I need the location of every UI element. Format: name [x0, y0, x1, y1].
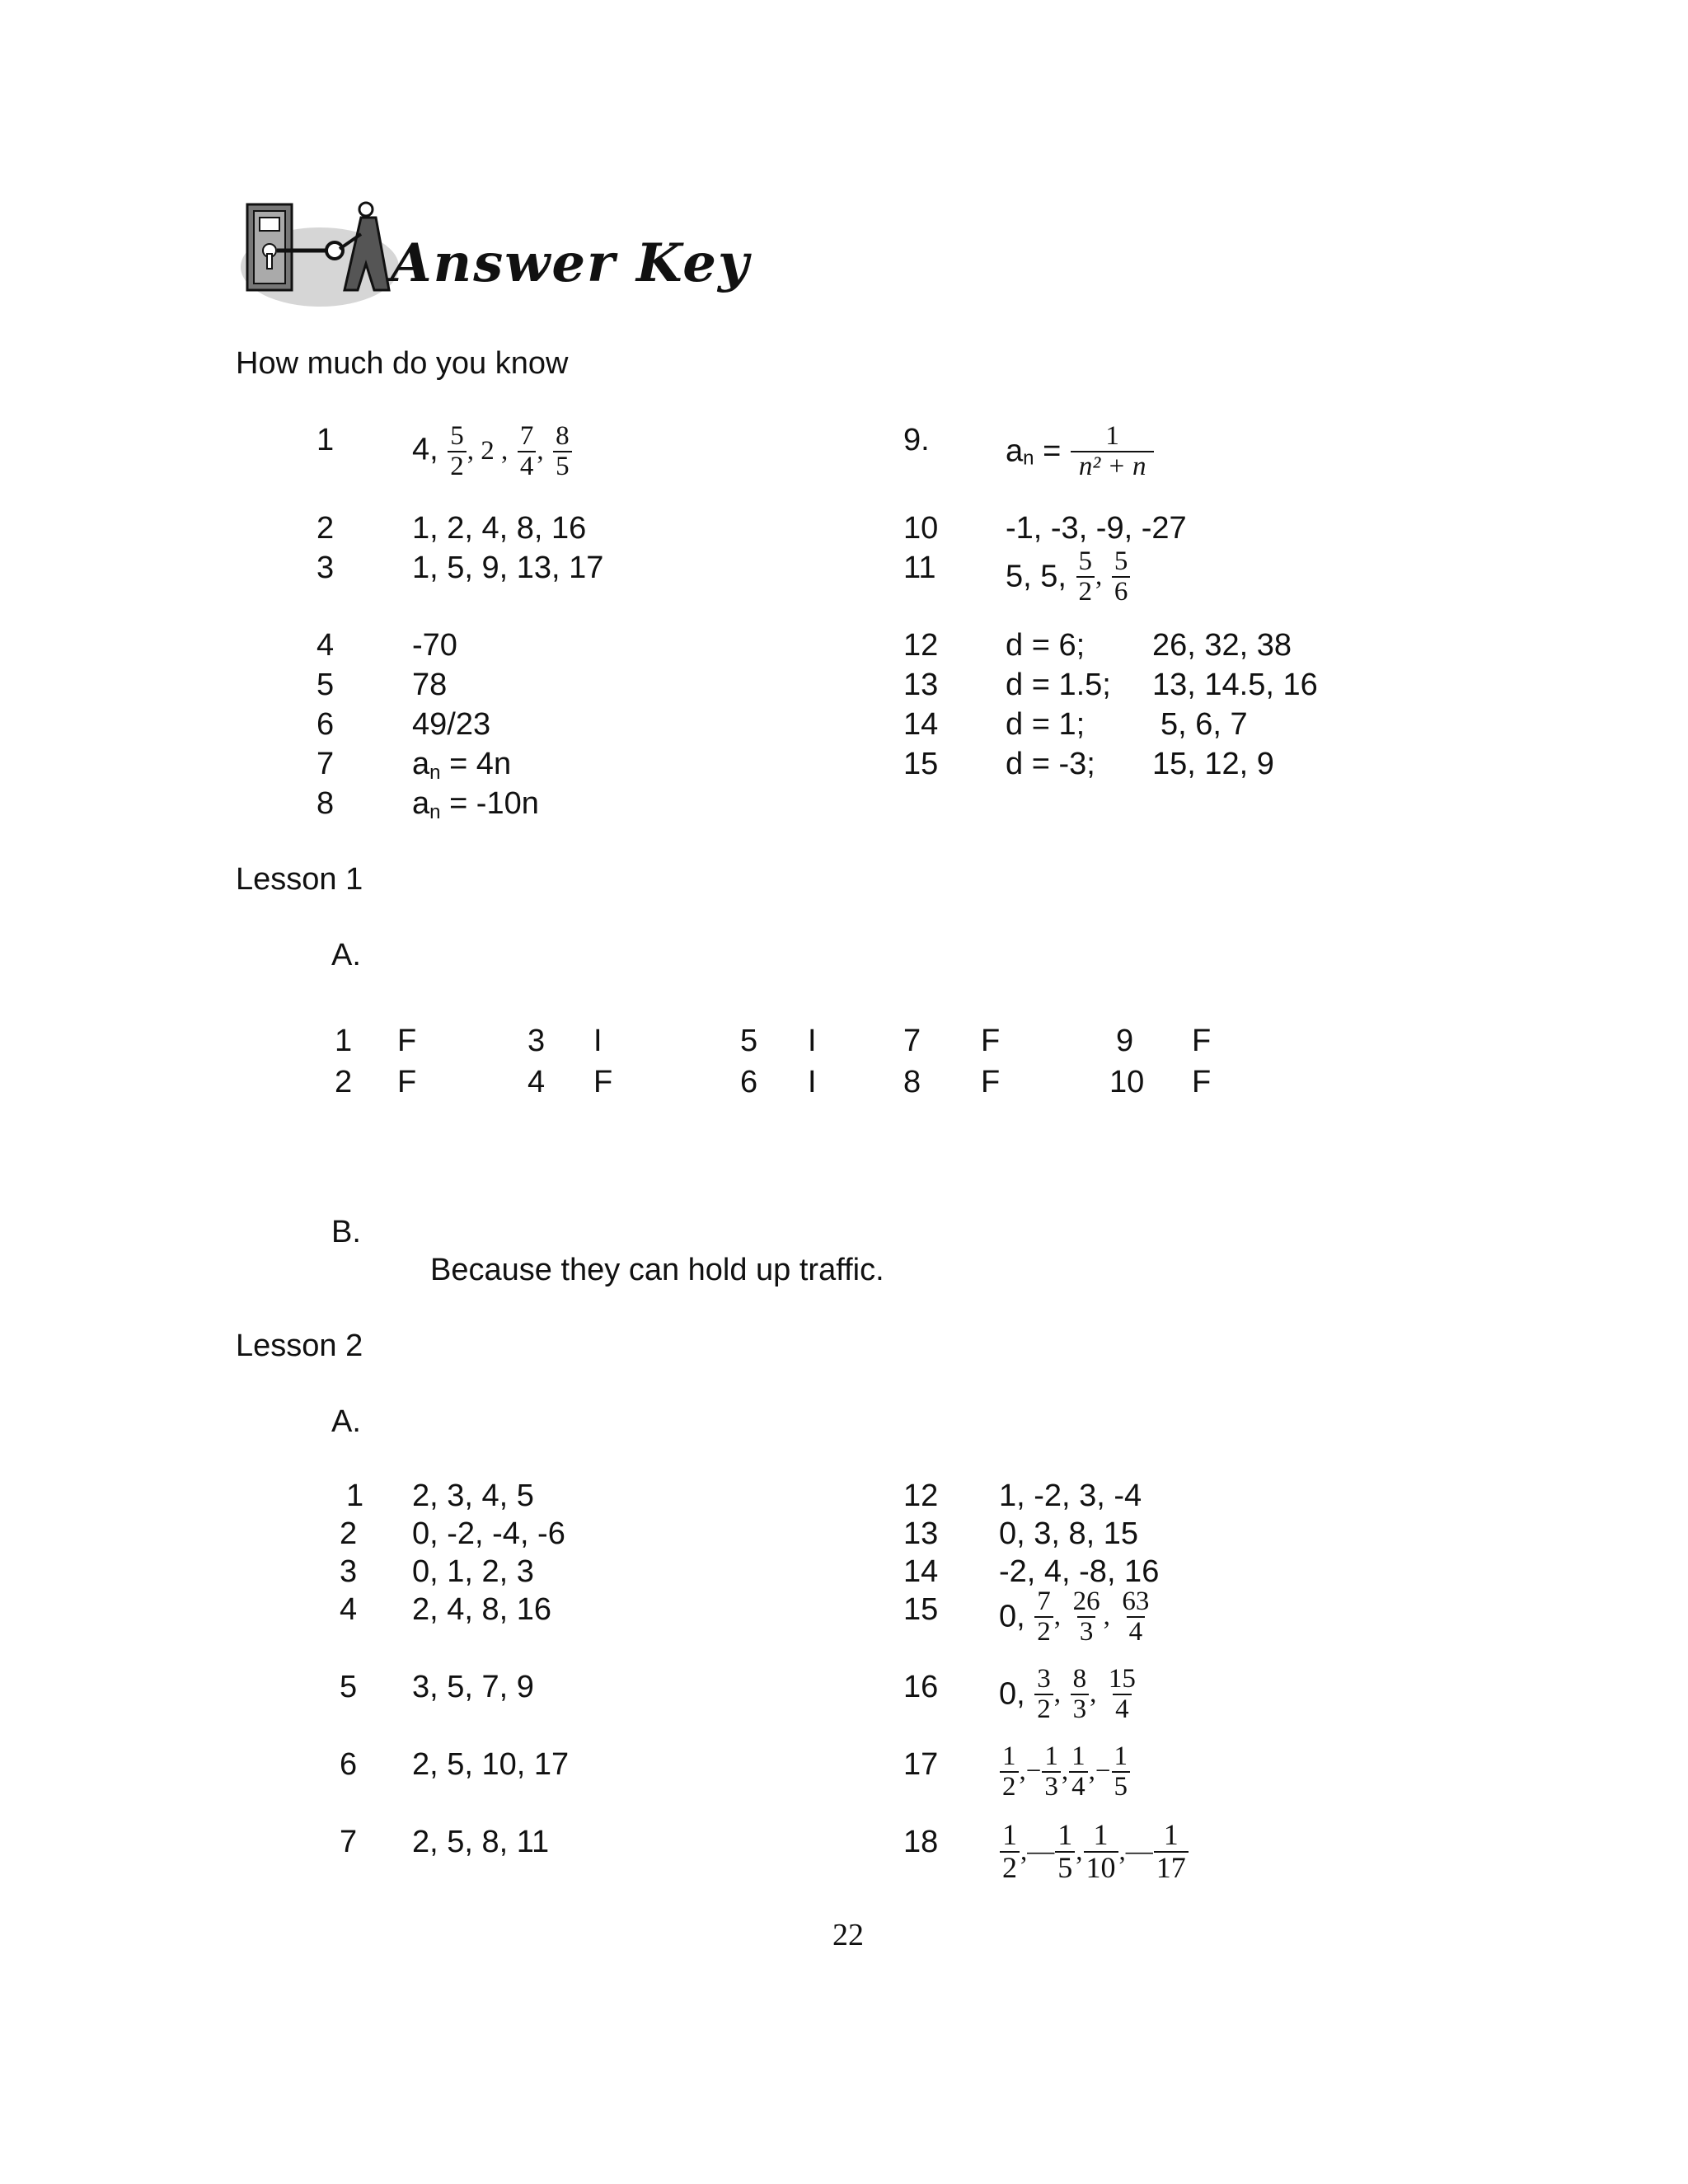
- lesson2-item-number: 13: [903, 1516, 939, 1551]
- pretest-answer-1: 4, $\frac{5}{2}$ , 2 , $\frac{7}{4}$ , $\frac{8}{5}$: [412, 422, 573, 480]
- lesson2-answer: 0, 1, 2, 3: [412, 1554, 534, 1589]
- lesson2-item-number: 15: [903, 1592, 939, 1627]
- lesson2-answer: 2, 5, 10, 17: [412, 1747, 570, 1782]
- pretest-common-difference: d = 6;: [1006, 628, 1085, 663]
- pretest-item-number: 6: [316, 707, 335, 742]
- page-title: Answer Key: [391, 232, 751, 294]
- pretest-answer: 1, 5, 9, 13, 17: [412, 551, 604, 585]
- lesson1-item-number: 6: [740, 1065, 758, 1099]
- lesson1-answer: F: [1192, 1024, 1212, 1058]
- lesson1-item-number: 1: [335, 1024, 353, 1058]
- pretest-item-number: 3: [316, 551, 335, 585]
- lesson1-item-number: 3: [528, 1024, 546, 1058]
- pretest-item-number: 10: [903, 511, 939, 546]
- section-heading-how-much: How much do you know: [236, 346, 569, 381]
- lesson2-answer-16: 0, $\frac{3}{2}$ , $\frac{8}{3}$ , $\frac{15}{4}$: [999, 1665, 1139, 1723]
- part-b-label: B.: [331, 1215, 361, 1249]
- pretest-answer: 1, 2, 4, 8, 16: [412, 511, 587, 546]
- lesson2-item-number: 3: [340, 1554, 358, 1589]
- lesson2-answer-18: $\frac{1}{2}$ ,— $\frac{1}{5}$ , $\frac{1}{10}$ ,— $\frac{1}{17}$: [999, 1820, 1189, 1884]
- part-a-label: A.: [331, 1404, 361, 1439]
- pretest-answer: 5, 6, 7: [1160, 707, 1248, 742]
- fraction: $\frac{8}{3}$: [1071, 1665, 1090, 1723]
- fraction: $\frac{1}{4}$: [1069, 1742, 1088, 1801]
- pretest-answer: 78: [412, 668, 448, 702]
- pretest-answer: 49/23: [412, 707, 491, 742]
- pretest-item-number: 7: [316, 747, 335, 781]
- lesson2-item-number: 2: [340, 1516, 358, 1551]
- fraction: $\frac{26}{3}$: [1072, 1586, 1100, 1647]
- pretest-item-number: 9.: [903, 423, 930, 457]
- lesson1-answer: F: [593, 1065, 613, 1099]
- lesson2-answer: -2, 4, -8, 16: [999, 1554, 1160, 1589]
- lesson1-item-number: 2: [335, 1065, 353, 1099]
- fraction: $\frac{1}{17}$: [1154, 1820, 1189, 1884]
- lesson1-answer: I: [808, 1065, 817, 1099]
- pretest-answer: 15, 12, 9: [1152, 747, 1274, 781]
- door-key-logo-icon: [237, 185, 402, 308]
- lesson2-item-number: 18: [903, 1825, 939, 1859]
- section-heading-lesson-1: Lesson 1: [236, 862, 363, 897]
- fraction: $\frac{63}{4}$: [1122, 1586, 1150, 1647]
- lesson1-answer: F: [397, 1065, 417, 1099]
- lesson1-answer: F: [981, 1065, 1001, 1099]
- pretest-answer: 13, 14.5, 16: [1152, 668, 1318, 702]
- fraction: $\frac{15}{4}$: [1108, 1664, 1136, 1724]
- lesson2-answer-15: 0, $\frac{7}{2}$ , $\frac{26}{3}$ , $\frac{63}{4}$: [999, 1587, 1152, 1646]
- lesson2-item-number: 1: [346, 1479, 364, 1513]
- lesson1-item-number: 8: [903, 1065, 921, 1099]
- pretest-item-number: 14: [903, 707, 939, 742]
- pretest-common-difference: d = 1.5;: [1006, 668, 1111, 702]
- lesson2-item-number: 16: [903, 1670, 939, 1704]
- lesson1-answer: F: [397, 1024, 417, 1058]
- lesson2-answer: 0, 3, 8, 15: [999, 1516, 1139, 1551]
- pretest-item-number: 4: [316, 628, 335, 663]
- lesson2-answer: 3, 5, 7, 9: [412, 1670, 534, 1704]
- fraction: $\frac{7}{4}$: [518, 422, 537, 480]
- fraction: $\frac{1}{2}$: [1000, 1742, 1019, 1801]
- answer-text: 4,: [412, 432, 438, 467]
- lesson2-item-number: 17: [903, 1747, 939, 1782]
- pretest-common-difference: d = 1;: [1006, 707, 1085, 742]
- pretest-item-number: 5: [316, 668, 335, 702]
- lesson2-answer: 1, -2, 3, -4: [999, 1479, 1142, 1513]
- pretest-item-number: 12: [903, 628, 939, 663]
- pretest-answer: -70: [412, 628, 457, 663]
- lesson1-item-number: 5: [740, 1024, 758, 1058]
- lesson2-answer: 2, 4, 8, 16: [412, 1592, 552, 1627]
- lesson2-item-number: 6: [340, 1747, 358, 1782]
- fraction: $\frac{1}{\text{n² + n}}$: [1071, 422, 1155, 480]
- lesson1-answer: I: [808, 1024, 817, 1058]
- pretest-item-number: 13: [903, 668, 939, 702]
- lesson2-item-number: 5: [340, 1670, 358, 1704]
- lesson2-answer: 0, -2, -4, -6: [412, 1516, 565, 1551]
- lesson1-answer: F: [981, 1024, 1001, 1058]
- fraction: $\frac{3}{2}$: [1034, 1665, 1053, 1723]
- lesson2-answer: 2, 5, 8, 11: [412, 1825, 550, 1859]
- lesson1-item-number: 9: [1116, 1024, 1134, 1058]
- part-a-label: A.: [331, 938, 361, 972]
- fraction: $\frac{1}{2}$: [1000, 1820, 1020, 1884]
- fraction: $\frac{5}{2}$: [448, 422, 467, 480]
- pretest-answer-11: 5, 5, $\frac{5}{2}$ , $\frac{5}{6}$: [1006, 547, 1131, 606]
- pretest-item-number: 11: [903, 551, 936, 585]
- page-number: 22: [832, 1918, 864, 1952]
- section-heading-lesson-2: Lesson 2: [236, 1329, 363, 1363]
- pretest-item-number: 15: [903, 747, 939, 781]
- fraction: $\frac{7}{2}$: [1034, 1587, 1053, 1646]
- lesson1-answer: F: [1192, 1065, 1212, 1099]
- fraction: $\frac{1}{5}$: [1055, 1820, 1075, 1884]
- fraction: $\frac{5}{6}$: [1112, 547, 1131, 606]
- answer-text: 2: [481, 436, 495, 466]
- pretest-answer: -1, -3, -9, -27: [1006, 511, 1187, 546]
- lesson2-item-number: 12: [903, 1479, 939, 1513]
- pretest-answer-7: $a_n = 4n$: [412, 747, 512, 784]
- pretest-answer: 26, 32, 38: [1152, 628, 1292, 663]
- lesson2-item-number: 14: [903, 1554, 939, 1589]
- lesson2-item-number: 7: [340, 1825, 358, 1859]
- lesson1-answer: I: [593, 1024, 603, 1058]
- pretest-answer-8: $a_n = -10n$: [412, 786, 539, 823]
- lesson2-answer: 2, 3, 4, 5: [412, 1479, 534, 1513]
- pretest-common-difference: d = -3;: [1006, 747, 1095, 781]
- pretest-answer-9: $a_n$ = $\frac{1}{\text{n² + n}}$: [1006, 422, 1155, 480]
- pretest-item-number: 2: [316, 511, 335, 546]
- pretest-item-number: 8: [316, 786, 335, 821]
- fraction: $\frac{5}{2}$: [1076, 547, 1095, 606]
- pretest-item-number: 1: [316, 423, 335, 457]
- fraction: $\frac{1}{10}$: [1084, 1820, 1118, 1884]
- lesson1-item-number: 4: [528, 1065, 546, 1099]
- lesson2-answer-17: $\frac{1}{2}$ ,− $\frac{1}{3}$ , $\frac{1}{4}$ ,− $\frac{1}{5}$: [999, 1742, 1131, 1801]
- lesson1-item-number: 7: [903, 1024, 921, 1058]
- part-b-answer: Because they can hold up traffic.: [430, 1253, 884, 1287]
- lesson2-item-number: 4: [340, 1592, 358, 1627]
- lesson1-item-number: 10: [1109, 1065, 1145, 1099]
- fraction: $\frac{8}{5}$: [553, 422, 572, 480]
- fraction: $\frac{1}{5}$: [1112, 1742, 1131, 1801]
- fraction: $\frac{1}{3}$: [1042, 1742, 1061, 1801]
